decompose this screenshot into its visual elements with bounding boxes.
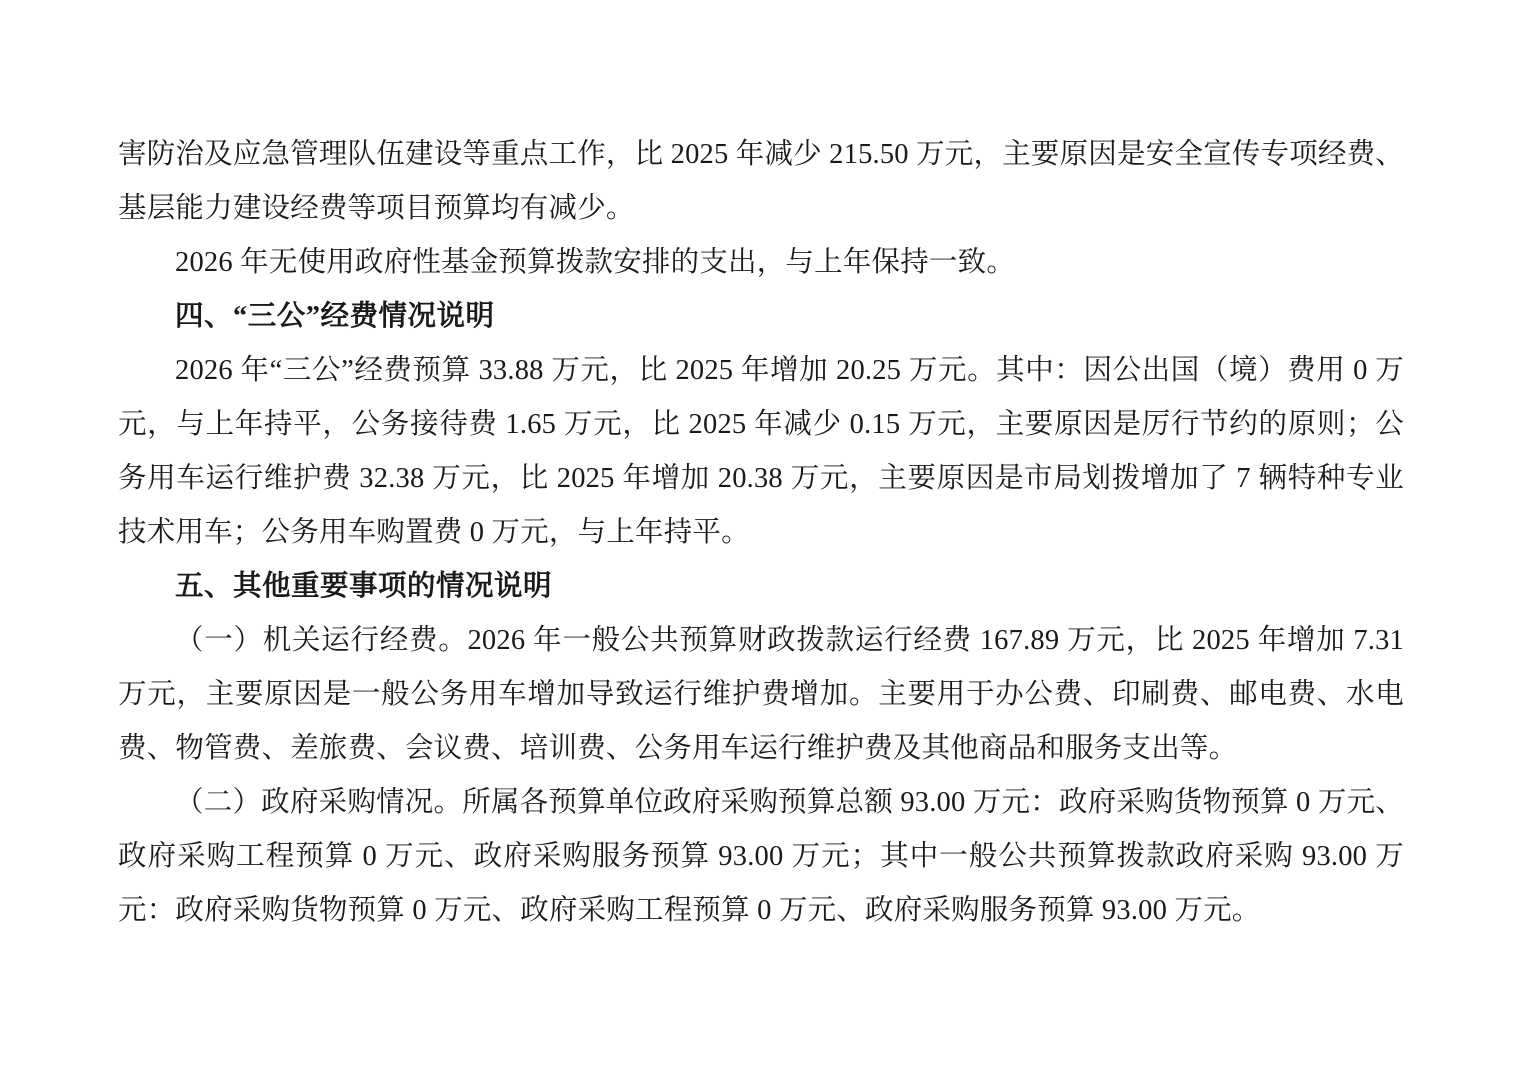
- paragraph-three-public-expenses: 2026 年“三公”经费预算 33.88 万元，比 2025 年增加 20.25 万元。其中：因公出国（境）费用 0 万元，与上年持平，公务接待费 1.65 万元，比 2025 年减少 0.15 万元，主要原因是厉行节约的原则；公务用车运行维护费 32.38 万元，比 2025 年增加 20.38 万元，主要原因是市局划拨增加了 7 辆特种专业技术用车；公务用车购置费 0 万元，与上年持平。: [118, 355, 1404, 548]
- document-body: [118, 128, 1404, 938]
- paragraph-government-fund: 2026 年无使用政府性基金预算拨款安排的支出，与上年保持一致。: [175, 247, 1016, 278]
- paragraph-agency-operating-expenses: （一）机关运行经费。2026 年一般公共预算财政拨款运行经费 167.89 万元，比 2025 年增加 7.31 万元，主要原因是一般公务用车增加导致运行维护费增加。主要用于办公费、印刷费、邮电费、水电费、物管费、差旅费、会议费、培训费、公务用车运行维护费及其他商品和服务支出等。: [118, 625, 1404, 764]
- paragraph-government-procurement: （二）政府采购情况。所属各预算单位政府采购预算总额 93.00 万元：政府采购货物预算 0 万元、政府采购工程预算 0 万元、政府采购服务预算 93.00 万元；其中一般公共预算拨款政府采购 93.00 万元：政府采购货物预算 0 万元、政府采购工程预算 0 万元、政府采购服务预算 93.00 万元。: [118, 787, 1404, 926]
- paragraph-continued: 害防治及应急管理队伍建设等重点工作，比 2025 年减少 215.50 万元，主要原因是安全宣传专项经费、基层能力建设经费等项目预算均有减少。: [118, 139, 1404, 224]
- section-heading-four: 四、“三公”经费情况说明: [175, 301, 495, 332]
- section-heading-five: 五、其他重要事项的情况说明: [175, 571, 553, 602]
